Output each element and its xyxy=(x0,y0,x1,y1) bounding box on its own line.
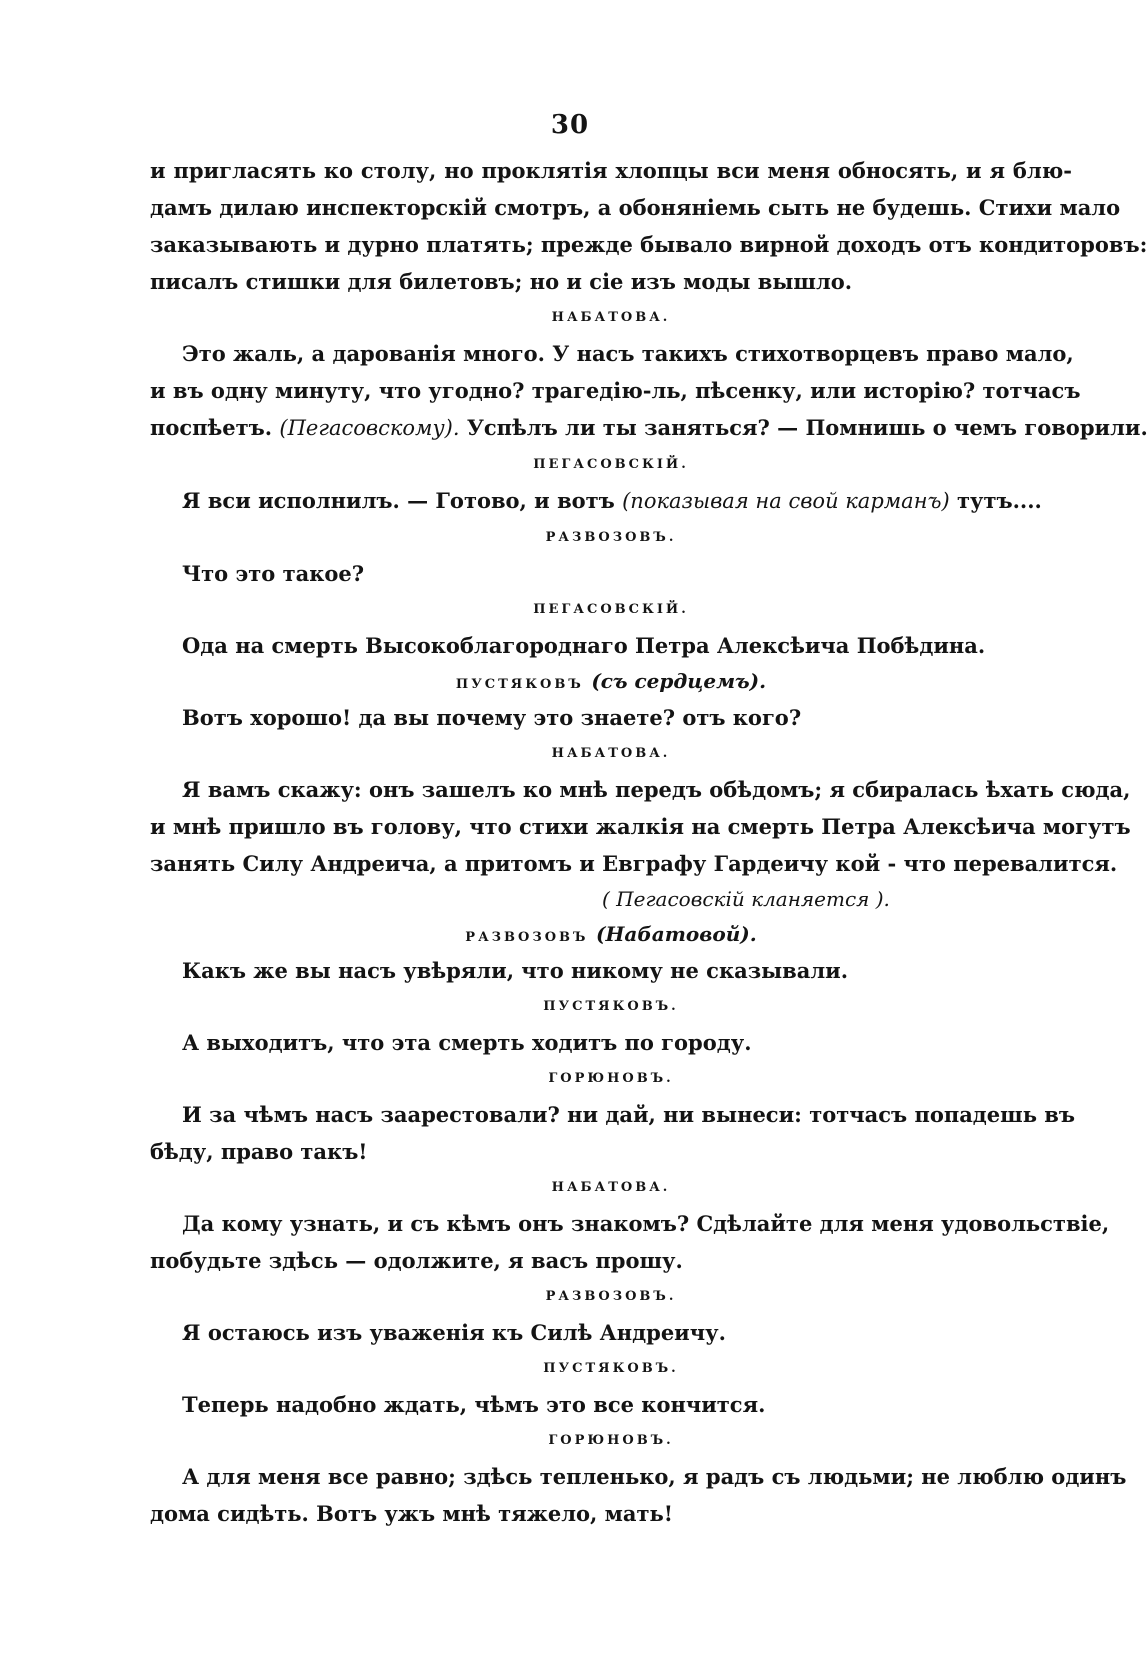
speaker-name: ПЕГАСОВСКІЙ. xyxy=(533,457,689,472)
text-line: и въ одну минуту, что угодно? трагедію-ль, пѣсенку, или исторію? тотчасъ xyxy=(150,378,1081,403)
speaker-name: РАЗВОЗОВЪ xyxy=(465,930,589,945)
text-line: Ода на смерть Высокоблагороднаго Петра Алексѣича Побѣдина. xyxy=(182,633,986,658)
text-line: и мнѣ пришло въ голову, что стихи жалкія на смерть Петра Алексѣича могутъ xyxy=(150,814,1131,839)
text-line: А выходитъ, что эта смерть ходитъ по городу. xyxy=(182,1030,752,1055)
text-line: Что это такое? xyxy=(182,561,365,586)
text-line: Какъ же вы насъ увѣряли, что никому не сказывали. xyxy=(182,958,849,983)
speaker-name: ПУСТЯКОВЪ. xyxy=(543,999,679,1014)
text-line: Я вамъ скажу: онъ зашелъ ко мнѣ передъ обѣдомъ; я сбиралась ѣхать сюда, xyxy=(182,777,1131,802)
text-line: Да кому узнать, и съ кѣмъ онъ знакомъ? Сдѣлайте для меня удовольствіе, xyxy=(182,1211,1110,1236)
text-line xyxy=(150,482,1072,520)
text-line: Теперь надобно ждать, чѣмъ это все кончится. xyxy=(182,1392,766,1417)
text-segment: Успѣлъ ли ты заняться? — Помнишь о чемъ говорили. xyxy=(459,415,1148,440)
speaker-heading xyxy=(150,664,1072,699)
speaker-name: ПЕГАСОВСКІЙ. xyxy=(533,602,689,617)
text-segment: Я вси исполнилъ. — Готово, и вотъ xyxy=(182,488,623,513)
text-line: дамъ дилаю инспекторскій смотръ, а обоняніемь сыть не будешь. Стихи мало xyxy=(150,195,1121,220)
text-line: писалъ стишки для билетовъ; но и сіе изъ моды вышло. xyxy=(150,269,853,294)
speaker-name: НАБАТОВА. xyxy=(551,1180,671,1195)
speaker-note: (съ сердцемъ). xyxy=(591,669,767,693)
speaker-name: НАБАТОВА. xyxy=(551,746,671,761)
stage-direction-inline: (Пегасовскому). xyxy=(279,416,460,440)
speaker-name: РАЗВОЗОВЪ. xyxy=(545,1289,677,1304)
text-line: И за чѣмъ насъ заарестовали? ни дай, ни вынеси: тотчасъ попадешь въ xyxy=(182,1102,1075,1127)
speaker-name: ГОРЮНОВЪ. xyxy=(548,1071,674,1086)
speaker-name: ПУСТЯКОВЪ xyxy=(455,677,584,692)
text-line xyxy=(150,409,1148,447)
text-line: Вотъ хорошо! да вы почему это знаете? отъ кого? xyxy=(182,705,802,730)
speaker-name: НАБАТОВА. xyxy=(551,310,671,325)
text-line: заказывають и дурно платять; прежде бывало вирной доходъ отъ кондиторовъ: xyxy=(150,232,1148,257)
speaker-name: ГОРЮНОВЪ. xyxy=(548,1433,674,1448)
text-line: занять Силу Андреича, а притомъ и Евграфу Гардеичу кой - что перевалится. xyxy=(150,851,1118,876)
speaker-heading xyxy=(150,917,1072,952)
text-segment: тутъ.... xyxy=(949,488,1042,513)
page-content xyxy=(150,152,1148,1532)
text-line: и приглaсять ко столу, но проклятія хлопцы вси меня обносять, и я блю- xyxy=(150,158,1072,183)
text-line: Это жаль, а дарованія много. У насъ такихъ стихотворцевъ право мало, xyxy=(182,341,1074,366)
page-number: 30 xyxy=(550,110,590,140)
stage-direction: ( Пегасовскій кланяется ). xyxy=(602,887,890,911)
text-line: А для меня все равно; здѣсь тепленько, я радъ съ людьми; не люблю одинъ xyxy=(182,1464,1127,1489)
text-line: Я остаюсь изъ уваженія къ Силѣ Андреичу. xyxy=(182,1320,726,1345)
text-segment: поспѣетъ. xyxy=(150,415,280,440)
speaker-name: РАЗВОЗОВЪ. xyxy=(545,530,677,545)
text-line: бѣду, право такъ! xyxy=(150,1139,368,1164)
speaker-note: (Набатовой). xyxy=(596,922,757,946)
text-line: побудьте здѣсь — одолжите, я васъ прошу. xyxy=(150,1248,683,1273)
text-line: дома сидѣть. Вотъ ужъ мнѣ тяжело, мать! xyxy=(150,1501,673,1526)
stage-direction-inline: (показывая на свой карманъ) xyxy=(622,489,950,513)
speaker-name: ПУСТЯКОВЪ. xyxy=(543,1361,679,1376)
